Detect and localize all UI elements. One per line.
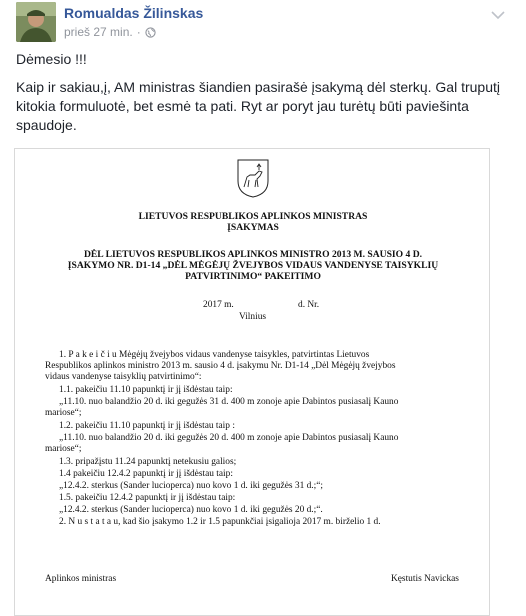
chevron-down-icon[interactable] [490, 8, 506, 20]
doc-line: 1.5. pakeičiu 12.4.2 papunktį ir jį išdėstau taip: [59, 493, 236, 503]
doc-line: 1.4 pakeičiu 12.4.2 papunktį ir jį išdėstau taip: [59, 469, 233, 479]
doc-line: „12.4.2. sterkus (Sander lucioperca) nuo kovo 1 d. iki gegužės 31 d.;“; [59, 481, 323, 491]
post-text-paragraph: Kaip ir sakiau,į, AM ministras šiandien pasirašė įsakymą dėl sterkų. Gal truputį kitokia formuluotė, bet esmė ta pati. Ryt ar poryt jau turėtų būti paviešinta spaudoje. [16, 79, 500, 133]
post-text-line: Dėmesio !!! [16, 51, 87, 67]
doc-date-year: 2017 m. [203, 300, 234, 310]
doc-line: „11.10. nuo balandžio 20 d. iki gegužės 31 d. 400 m zonoje apie Dabintos pusiasalį Kauno [59, 397, 399, 407]
doc-ministry: LIETUVOS RESPUBLIKOS APLINKOS MINISTRAS [138, 211, 368, 222]
scanned-document [15, 149, 490, 616]
doc-line: „12.4.2. sterkus (Sander lucioperca) nuo kovo 1 d. iki gegužės 20 d.;“. [59, 505, 323, 515]
post-image[interactable] [14, 148, 490, 616]
author-name[interactable]: Romualdas Žilinskas [64, 5, 204, 21]
post-meta [64, 25, 156, 39]
globe-icon [145, 27, 156, 38]
doc-line: vidaus vandenyse taisyklių patvirtinimo“: [45, 372, 202, 382]
doc-title-line: ĮSAKYMO NR. D1-14 „DĖL MĖGĖJŲ ŽVEJYBOS VIDAUS VANDENYSE TAISYKLIŲ [67, 260, 439, 271]
post-timestamp[interactable]: prieš 27 min. [64, 25, 133, 39]
doc-line: „11.10. nuo balandžio 20 d. iki gegužės 20 d. 400 m zonoje apie Dabintos pusiasalį Kauno [59, 433, 399, 443]
avatar[interactable] [16, 2, 56, 42]
post-text [16, 50, 510, 154]
doc-line: 1.2. pakeičiu 11.10 papunktį ir jį išdėstau taip : [59, 421, 235, 431]
meta-separator: · [136, 25, 141, 39]
coat-of-arms-icon [235, 157, 271, 199]
doc-order: ĮSAKYMAS [227, 222, 279, 233]
doc-place: Vilnius [239, 312, 267, 322]
doc-signer-title: Aplinkos ministras [45, 574, 117, 584]
doc-line: 1.1. pakeičiu 11.10 papunktį ir jį išdėstau taip: [59, 385, 233, 395]
doc-line: 2. N u s t a t a u, kad šio įsakymo 1.2 ir 1.5 papunkčiai įsigalioja 2017 m. birželio 1 d. [59, 517, 381, 527]
doc-line: mariose“; [45, 408, 82, 418]
doc-title-line: DĖL LIETUVOS RESPUBLIKOS APLINKOS MINISTRO 2013 M. SAUSIO 4 D. [83, 249, 423, 260]
doc-title-line: PATVIRTINIMO“ PAKEITIMO [185, 271, 321, 282]
doc-line: Respublikos aplinkos ministro 2013 m. sausio 4 d. įsakymu Nr. D1-14 „Dėl Mėgėjų žvejybos [45, 361, 396, 371]
doc-line: 1. P a k e i č i u Mėgėjų žvejybos vidaus vandenyse taisykles, patvirtintas Lietuvos [59, 350, 370, 360]
doc-signer-name: Kęstutis Navickas [391, 574, 459, 584]
post-header [16, 2, 516, 42]
doc-line: mariose“; [45, 444, 82, 454]
doc-line: 1.3. pripažįstu 11.24 papunktį netekusiu galios; [59, 457, 237, 467]
doc-date-number: d. Nr. [298, 300, 320, 310]
